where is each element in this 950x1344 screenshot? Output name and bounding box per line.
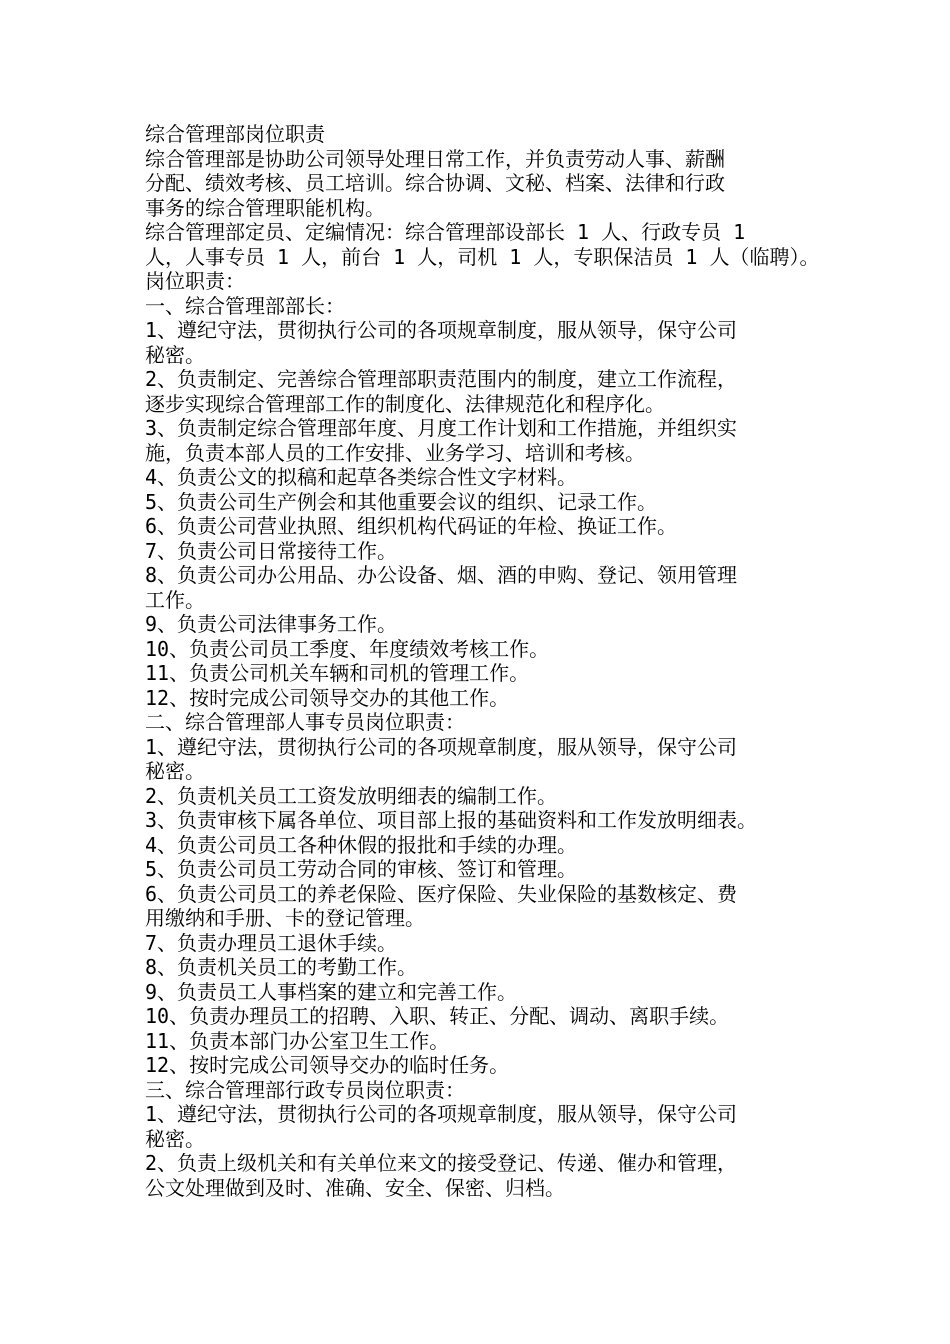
intro-text-line: 事务的综合管理职能机构。 (145, 195, 385, 220)
duty-item: 秘密。 (145, 342, 205, 367)
duty-item: 11、负责本部门办公室卫生工作。 (145, 1028, 450, 1053)
document-body (145, 122, 835, 1200)
duty-item: 6、负责公司营业执照、组织机构代码证的年检、换证工作。 (145, 514, 678, 538)
duty-item: 逐步实现综合管理部工作的制度化、法律规范化和程序化。 (145, 391, 665, 416)
duty-item: 3、负责制定综合管理部年度、月度工作计划和工作措施，并组织实 (145, 416, 738, 440)
duty-item: 3、负责审核下属各单位、项目部上报的基础资料和工作发放明细表。 (145, 808, 758, 832)
duty-item: 秘密。 (145, 1126, 205, 1151)
duty-item: 2、负责上级机关和有关单位来文的接受登记、传递、催办和管理， (145, 1151, 738, 1175)
duty-item: 4、负责公司员工各种休假的报批和手续的办理。 (145, 832, 578, 857)
duty-item: 4、负责公文的拟稿和起草各类综合性文字材料。 (145, 465, 578, 489)
duty-item: 8、负责机关员工的考勤工作。 (145, 955, 418, 979)
document-title: 综合管理部岗位职责 (145, 122, 325, 146)
duty-item: 8、负责公司办公用品、办公设备、烟、酒的申购、登记、领用管理 (145, 563, 738, 587)
staffing-text-line: 人，人事专员 1 人，前台 1 人，司机 1 人，专职保洁员 1 人（临聘）。 (145, 244, 820, 269)
duty-item: 7、负责公司日常接待工作。 (145, 538, 398, 563)
duty-item: 5、负责公司员工劳动合同的审核、签订和管理。 (145, 857, 578, 881)
duty-item: 5、负责公司生产例会和其他重要会议的组织、记录工作。 (145, 489, 658, 514)
duty-item: 秘密。 (145, 759, 205, 783)
duty-item: 12、按时完成公司领导交办的其他工作。 (145, 685, 510, 710)
section-heading: 岗位职责： (145, 269, 245, 293)
duty-item: 1、遵纪守法，贯彻执行公司的各项规章制度，服从领导，保守公司 (145, 734, 738, 759)
duty-item: 11、负责公司机关车辆和司机的管理工作。 (145, 661, 530, 685)
duty-item: 9、负责公司法律事务工作。 (145, 612, 398, 636)
duty-item: 2、负责制定、完善综合管理部职责范围内的制度，建立工作流程， (145, 367, 738, 391)
duty-item: 9、负责员工人事档案的建立和完善工作。 (145, 979, 518, 1004)
duty-item: 6、负责公司员工的养老保险、医疗保险、失业保险的基数核定、费 (145, 881, 738, 906)
staffing-text-line: 综合管理部定员、定编情况：综合管理部设部长 1 人、行政专员 1 (145, 220, 746, 244)
duty-item: 公文处理做到及时、准确、安全、保密、归档。 (145, 1175, 565, 1200)
duty-item: 施，负责本部人员的工作安排、业务学习、培训和考核。 (145, 440, 645, 465)
intro-text-line: 分配、绩效考核、员工培训。综合协调、文秘、档案、法律和行政 (145, 171, 725, 195)
intro-text-line: 综合管理部是协助公司领导处理日常工作，并负责劳动人事、薪酬 (145, 146, 725, 171)
duty-item: 1、遵纪守法，贯彻执行公司的各项规章制度，服从领导，保守公司 (145, 1102, 738, 1126)
duty-item: 7、负责办理员工退休手续。 (145, 930, 398, 955)
duty-item: 10、负责办理员工的招聘、入职、转正、分配、调动、离职手续。 (145, 1004, 730, 1028)
subsection-heading-admin-specialist: 三、综合管理部行政专员岗位职责： (145, 1077, 465, 1102)
duty-item: 工作。 (145, 587, 205, 612)
subsection-heading-hr-specialist: 二、综合管理部人事专员岗位职责： (145, 710, 465, 734)
duty-item: 10、负责公司员工季度、年度绩效考核工作。 (145, 636, 550, 661)
duty-item: 12、按时完成公司领导交办的临时任务。 (145, 1053, 510, 1077)
duty-item: 1、遵纪守法，贯彻执行公司的各项规章制度，服从领导，保守公司 (145, 318, 738, 342)
duty-item: 用缴纳和手册、卡的登记管理。 (145, 906, 425, 930)
duty-item: 2、负责机关员工工资发放明细表的编制工作。 (145, 783, 558, 808)
subsection-heading-director: 一、综合管理部部长： (145, 293, 345, 318)
